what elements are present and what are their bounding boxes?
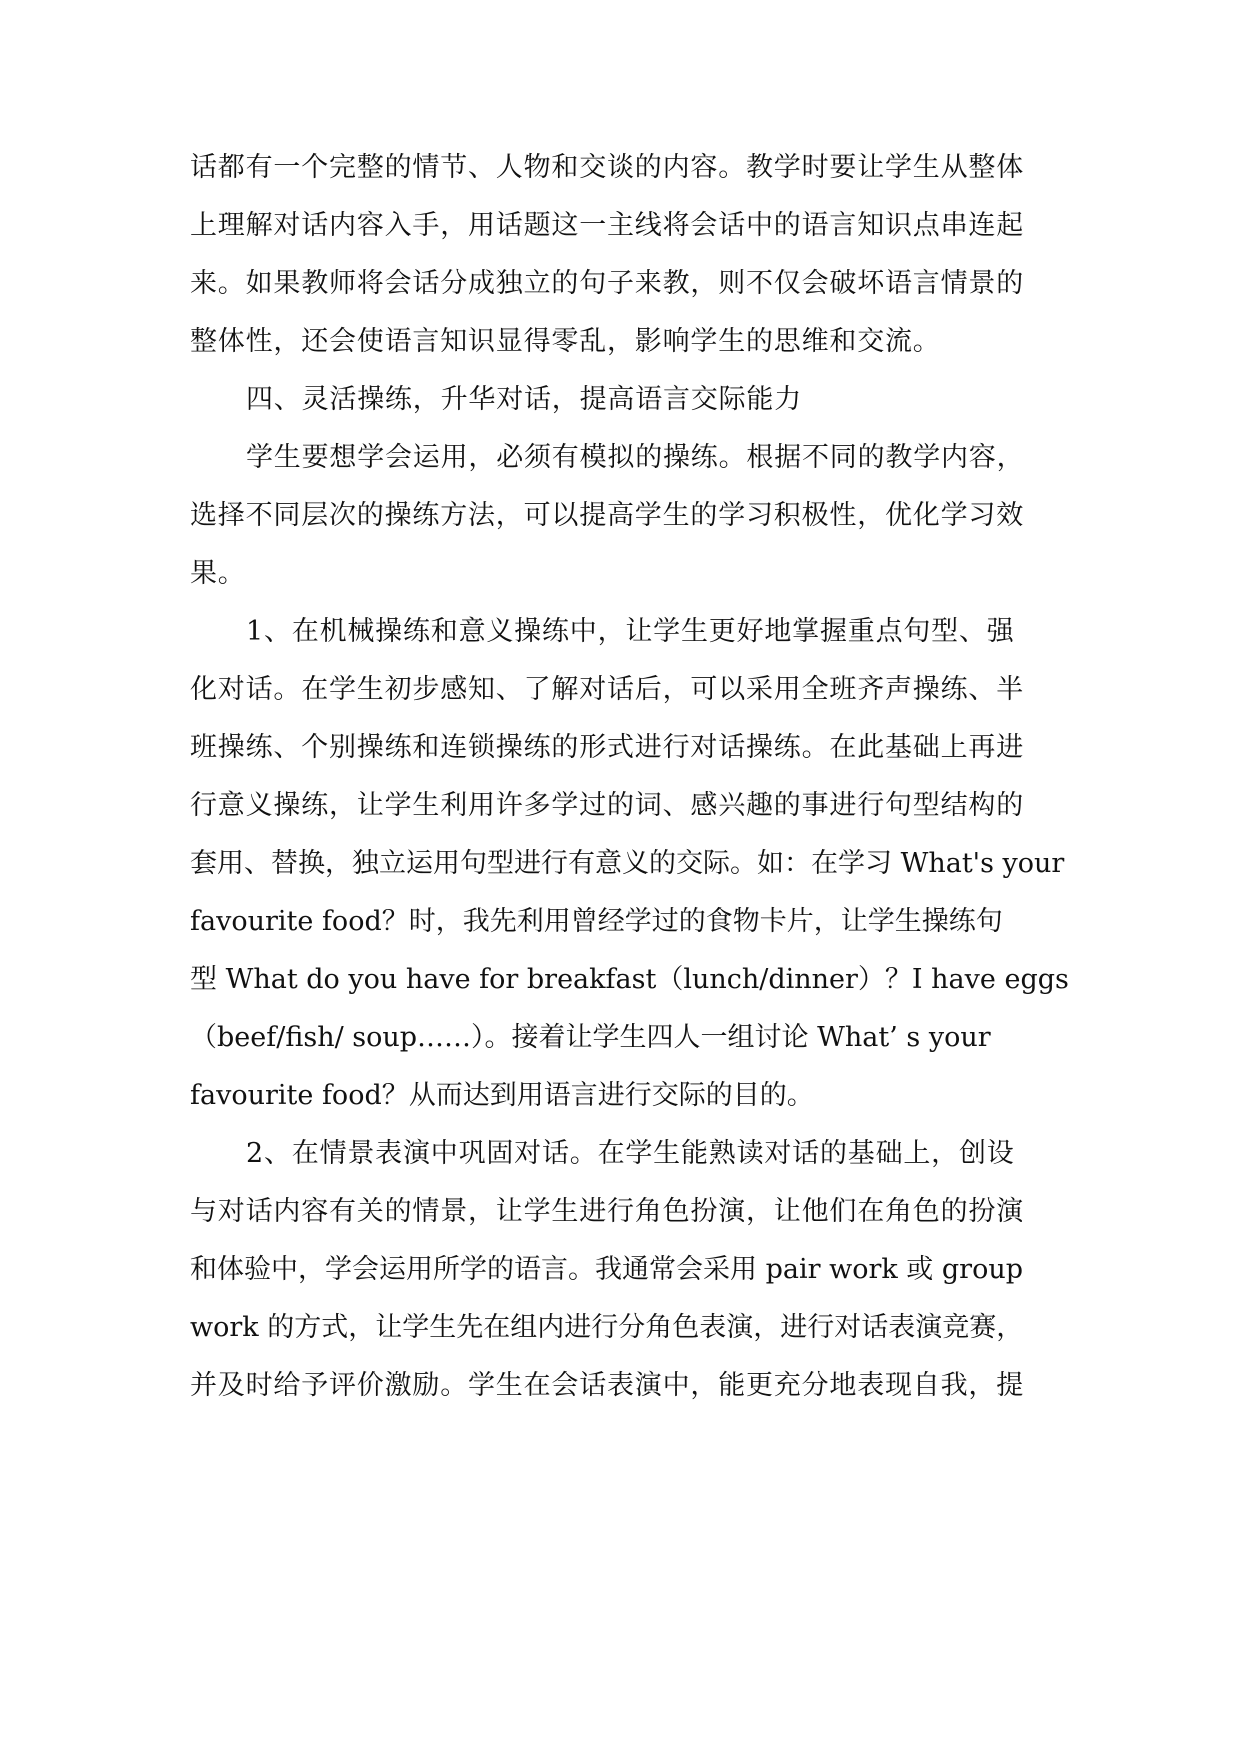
paragraph-line-14: 型 What do you have for breakfast（lunch/dinner）？I have eggs <box>190 964 1069 995</box>
section-heading: 四、灵活操练，升华对话，提高语言交际能力 <box>246 384 802 415</box>
paragraph-line-21: 并及时给予评价激励。学生在会话表演中，能更充分地表现自我，提 <box>190 1370 1024 1401</box>
paragraph-line-9: 化对话。在学生初步感知、了解对话后，可以采用全班齐声操练、半 <box>190 674 1024 705</box>
paragraph-line-6: 选择不同层次的操练方法，可以提高学生的学习积极性，优化学习效 <box>190 500 1024 531</box>
paragraph-line-5: 学生要想学会运用，必须有模拟的操练。根据不同的教学内容， <box>246 442 1025 473</box>
paragraph-line-1: 话都有一个完整的情节、人物和交谈的内容。教学时要让学生从整体 <box>190 152 1024 183</box>
paragraph-line-18: 与对话内容有关的情景，让学生进行角色扮演，让他们在角色的扮演 <box>190 1196 1024 1227</box>
paragraph-line-17: 2、在情景表演中巩固对话。在学生能熟读对话的基础上，创设 <box>246 1138 1015 1169</box>
paragraph-line-13: favourite food？时，我先利用曾经学过的食物卡片，让学生操练句 <box>190 906 1003 937</box>
paragraph-line-16: favourite food？从而达到用语言进行交际的目的。 <box>190 1080 814 1111</box>
paragraph-line-10: 班操练、个别操练和连锁操练的形式进行对话操练。在此基础上再进 <box>190 732 1024 763</box>
paragraph-line-4: 整体性，还会使语言知识显得零乱，影响学生的思维和交流。 <box>190 326 941 357</box>
paragraph-line-11: 行意义操练，让学生利用许多学过的词、感兴趣的事进行句型结构的 <box>190 790 1024 821</box>
paragraph-line-12: 套用、替换，独立运用句型进行有意义的交际。如：在学习 What's your <box>190 848 1065 879</box>
paragraph-line-19: 和体验中，学会运用所学的语言。我通常会采用 pair work 或 group <box>190 1254 1024 1285</box>
paragraph-line-2: 上理解对话内容入手，用话题这一主线将会话中的语言知识点串连起 <box>190 210 1024 241</box>
paragraph-line-20: work 的方式，让学生先在组内进行分角色表演，进行对话表演竞赛， <box>190 1312 1024 1343</box>
paragraph-line-8: 1、在机械操练和意义操练中，让学生更好地掌握重点句型、强 <box>246 616 1015 647</box>
paragraph-line-7: 果。 <box>190 558 246 589</box>
paragraph-line-15: （beef/fish/ soup……）。接着让学生四人一组讨论 What’ s your <box>190 1022 991 1053</box>
paragraph-line-3: 来。如果教师将会话分成独立的句子来教，则不仅会破坏语言情景的 <box>190 268 1024 299</box>
